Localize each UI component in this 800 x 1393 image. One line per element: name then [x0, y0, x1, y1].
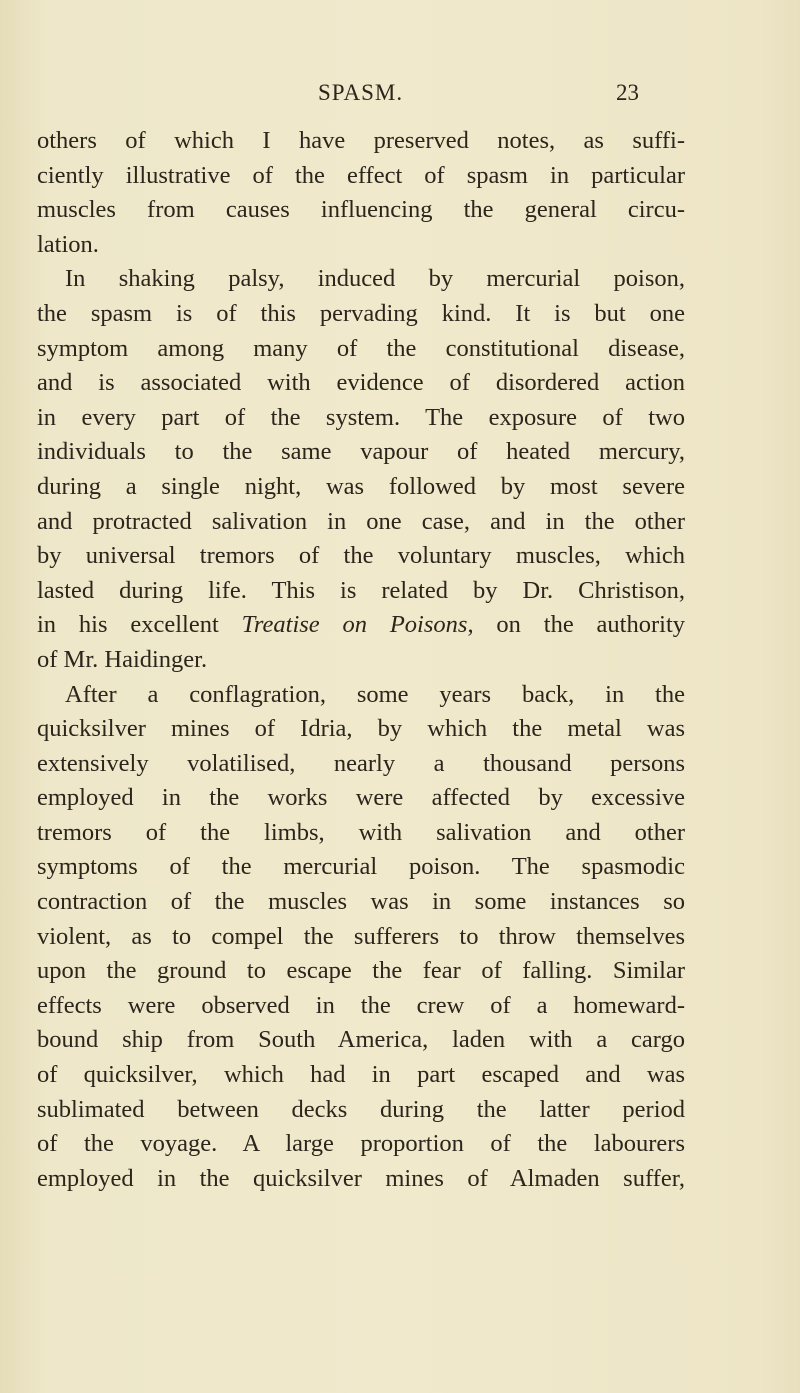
- text-line: lasted during life. This is related by Dr. Christison,: [37, 576, 685, 604]
- text-line: muscles from causes influencing the general circu-: [37, 196, 685, 224]
- text-line: extensively volatilised, nearly a thousand persons: [37, 749, 685, 777]
- text-line: upon the ground to escape the fear of falling. Similar: [37, 957, 685, 985]
- text-line: of the voyage. A large proportion of the labourers: [37, 1130, 685, 1158]
- text-line: in every part of the system. The exposure of two: [37, 403, 685, 431]
- text-line: lation.: [37, 230, 99, 258]
- text-line: of quicksilver, which had in part escaped and was: [37, 1061, 685, 1089]
- text-segment: , on the authority: [467, 611, 685, 639]
- text-line: violent, as to compel the sufferers to throw themselves: [37, 922, 685, 950]
- text-line: during a single night, was followed by most severe: [37, 472, 685, 500]
- page-header: [0, 80, 800, 120]
- text-line: symptom among many of the constitutional disease,: [37, 334, 685, 362]
- text-line: quicksilver mines of Idria, by which the metal was: [37, 715, 685, 743]
- text-line: and is associated with evidence of disordered action: [37, 369, 685, 397]
- text-line: bound ship from South America, laden with a cargo: [37, 1026, 685, 1054]
- text-line: individuals to the same vapour of heated mercury,: [37, 438, 685, 466]
- text-line: effects were observed in the crew of a homeward-: [37, 991, 685, 1019]
- text-line: [37, 608, 685, 643]
- body-text: [37, 124, 685, 1196]
- text-line: employed in the works were affected by excessive: [37, 784, 685, 812]
- page-number: 23: [616, 80, 639, 105]
- book-title-italic: Treatise on Poisons: [241, 611, 468, 639]
- text-line: contraction of the muscles was in some instances so: [37, 888, 685, 916]
- text-line: symptoms of the mercurial poison. The spasmodic: [37, 853, 685, 881]
- text-line: of Mr. Haidinger.: [37, 645, 208, 673]
- text-line: tremors of the limbs, with salivation and other: [37, 818, 685, 846]
- text-line: employed in the quicksilver mines of Almaden suffer,: [37, 1164, 685, 1192]
- text-line: others of which I have preserved notes, as suffi-: [37, 127, 685, 154]
- text-line: the spasm is of this pervading kind. It is but one: [37, 299, 685, 327]
- running-title: SPASM.: [318, 80, 404, 105]
- text-line: by universal tremors of the voluntary muscles, which: [37, 542, 685, 570]
- text-line: In shaking palsy, induced by mercurial poison,: [65, 265, 685, 293]
- text-line: and protracted salivation in one case, and in the other: [37, 507, 685, 535]
- text-line: ciently illustrative of the effect of spasm in particular: [37, 161, 685, 189]
- text-line: After a conflagration, some years back, in the: [65, 680, 685, 708]
- text-segment: in his excellent: [37, 611, 242, 639]
- text-line: sublimated between decks during the latter period: [37, 1095, 685, 1123]
